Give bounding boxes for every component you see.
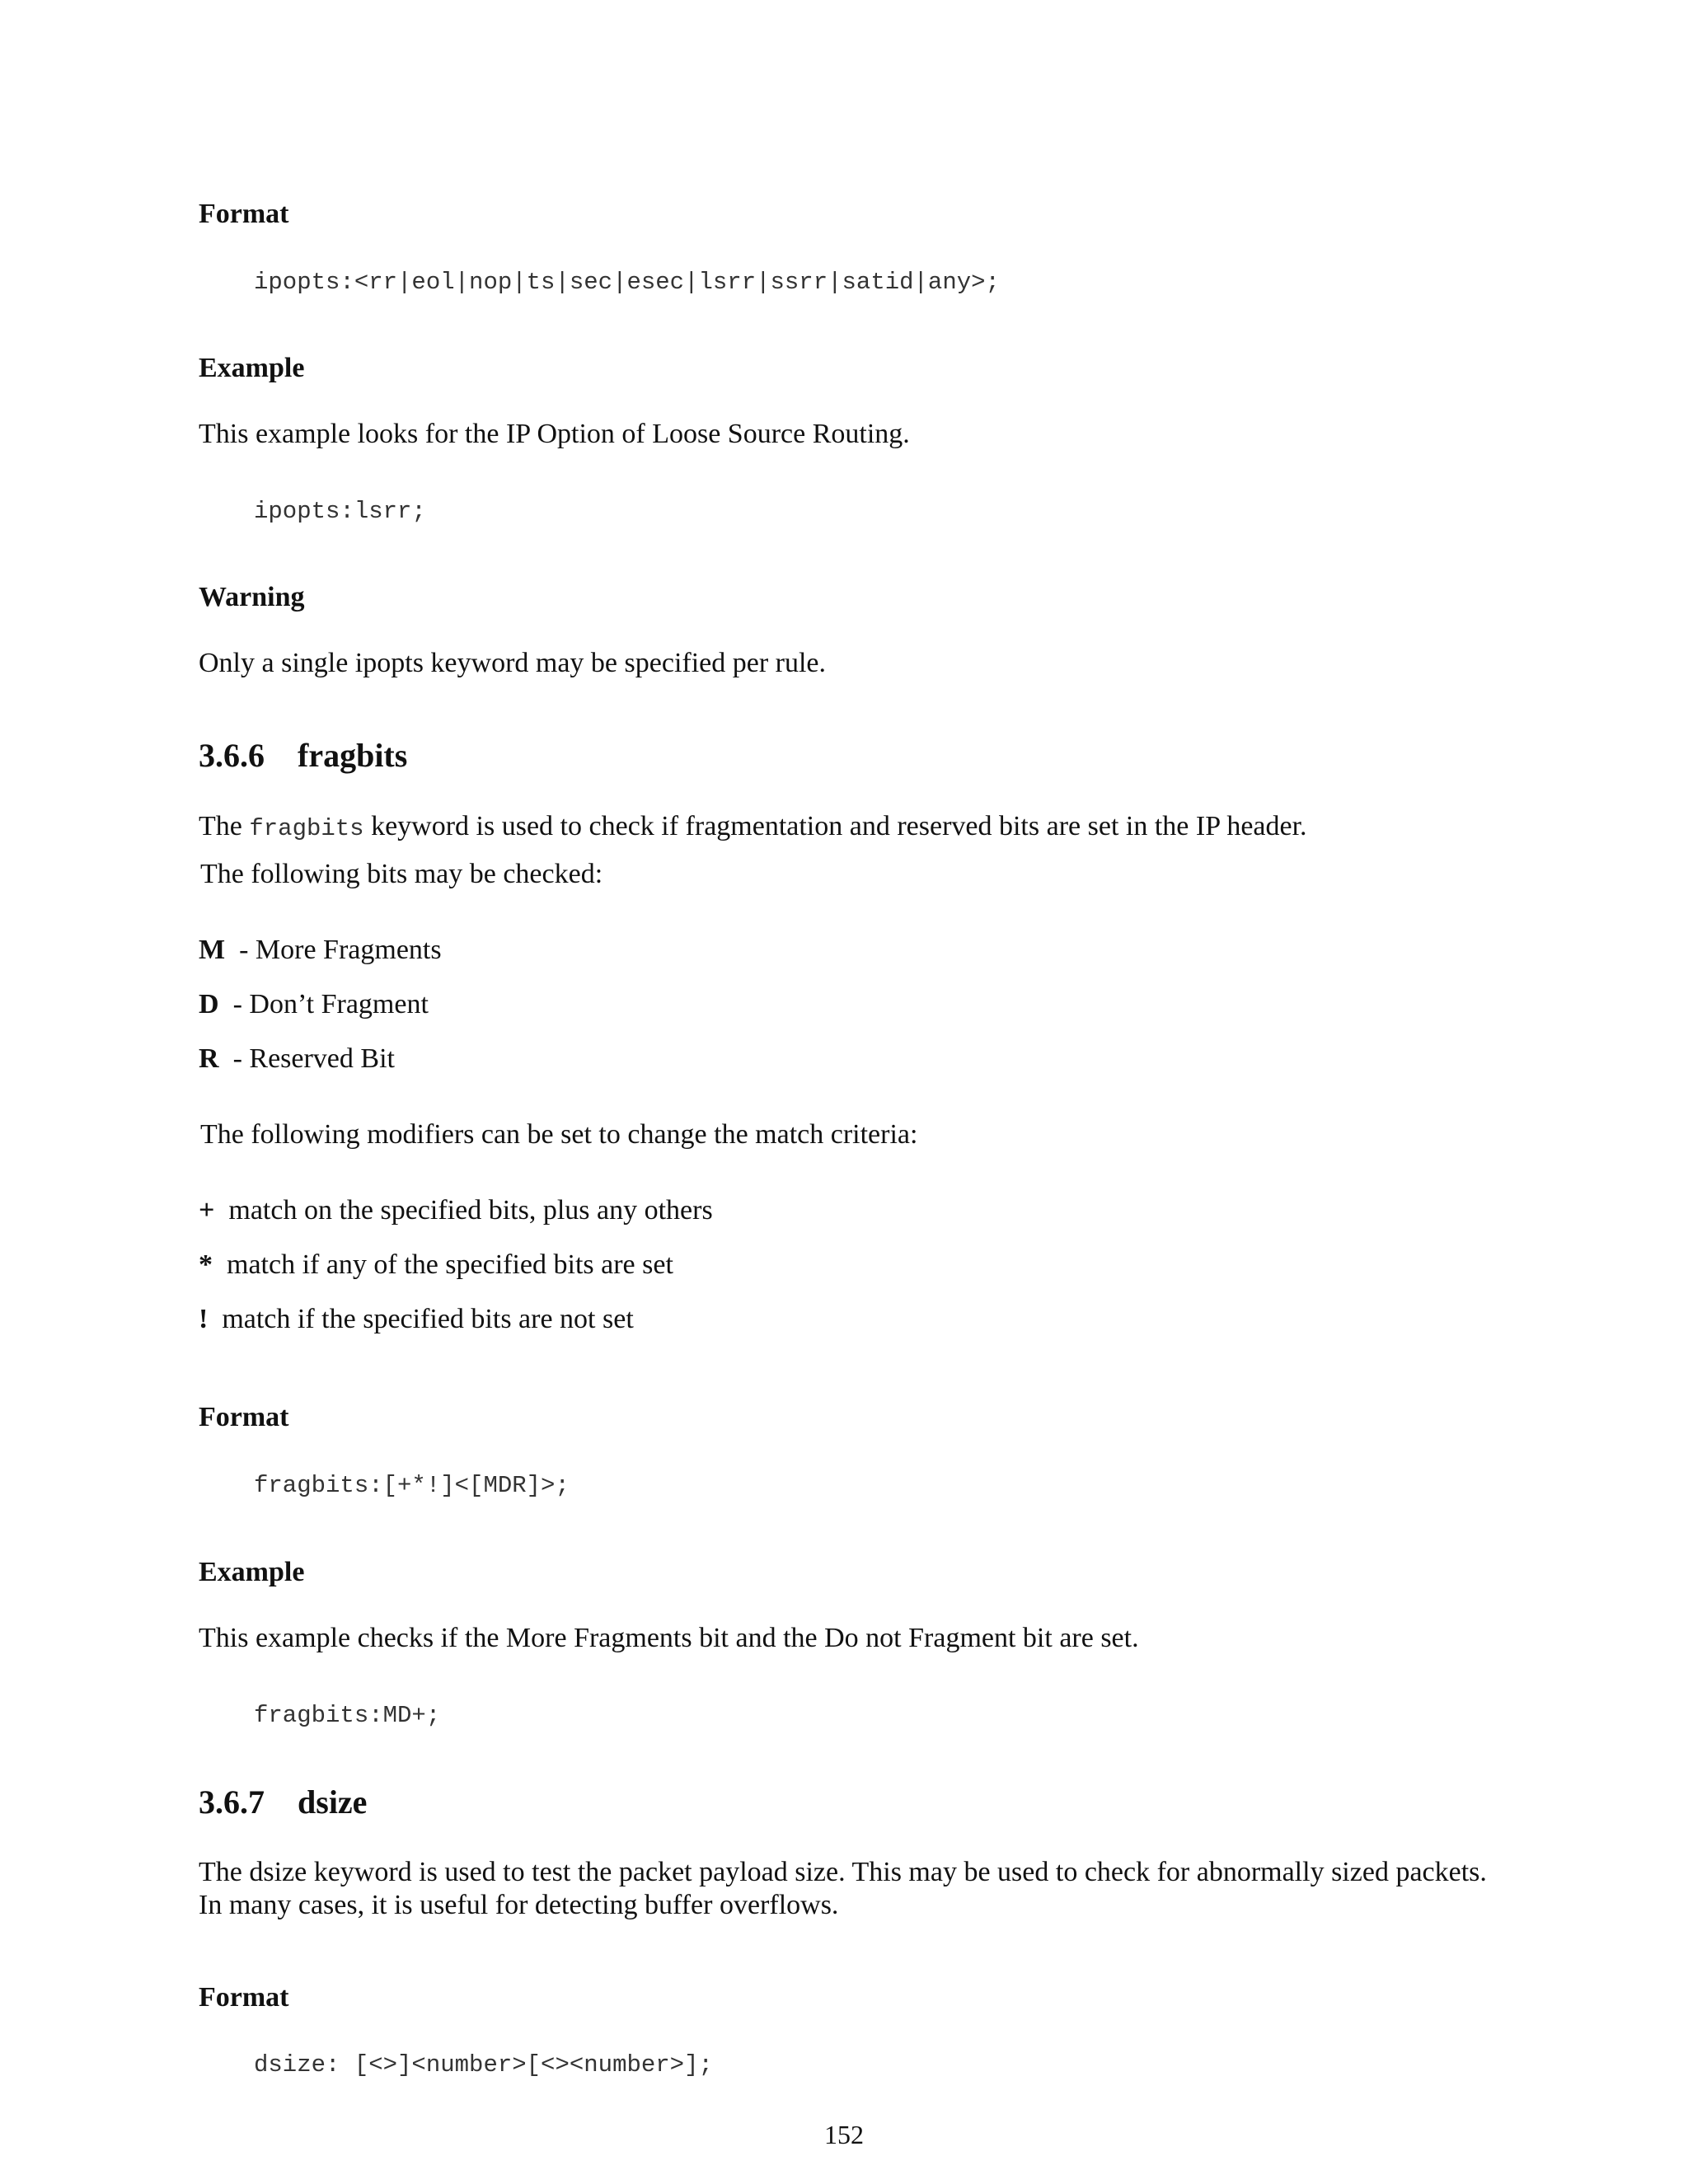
- bit-desc: - Reserved Bit: [218, 1043, 395, 1074]
- fragbits-intro-before: The: [199, 811, 250, 841]
- fragbits-example-label: Example: [199, 1557, 305, 1587]
- modifier-key: +: [199, 1195, 215, 1226]
- fragbits-format-label: Format: [199, 1402, 289, 1432]
- dsize-description: The dsize keyword is used to test the packet payload size. This may be used to check for abnormally sized packets. In many cases, it is useful for detecting buffer overflows.: [199, 1857, 1487, 1920]
- modifier-key: *: [199, 1249, 213, 1280]
- fragbits-bits-intro: The following bits may be checked:: [200, 859, 603, 889]
- ipopts-format-label: Format: [199, 199, 289, 229]
- page-number: 152: [824, 2120, 864, 2149]
- ipopts-warning-label: Warning: [199, 582, 305, 612]
- fragbits-section-heading: [199, 736, 407, 776]
- bit-desc: - Don’t Fragment: [218, 989, 429, 1019]
- fragbits-modifier-item: [199, 1249, 673, 1282]
- dsize-format-label: Format: [199, 1982, 289, 2013]
- bit-key: R: [199, 1043, 219, 1074]
- dsize-section-heading: [199, 1783, 367, 1822]
- fragbits-format-code: fragbits:[+*!]<[MDR]>;: [254, 1472, 570, 1499]
- fragbits-example-text: This example checks if the More Fragments bit and the Do not Fragment bit are set.: [199, 1623, 1139, 1653]
- modifier-desc: match if any of the specified bits are set: [213, 1249, 673, 1280]
- bit-desc: - More Fragments: [225, 935, 442, 965]
- ipopts-example-label: Example: [199, 353, 305, 383]
- fragbits-intro: [199, 810, 1307, 846]
- fragbits-modifier-item: [199, 1303, 634, 1336]
- fragbits-bit-item: [199, 934, 442, 967]
- modifier-desc: match if the specified bits are not set: [208, 1304, 634, 1334]
- dsize-section-number: 3.6.7: [199, 1783, 265, 1821]
- fragbits-section-title: fragbits: [298, 737, 408, 774]
- ipopts-example-text: This example looks for the IP Option of Loose Source Routing.: [199, 419, 910, 449]
- fragbits-modifier-item: [199, 1194, 713, 1227]
- modifier-key: !: [199, 1304, 209, 1334]
- ipopts-format-code: ipopts:<rr|eol|nop|ts|sec|esec|lsrr|ssrr|satid|any>;: [254, 269, 1000, 296]
- bit-key: D: [199, 989, 219, 1019]
- fragbits-bit-item: [199, 1043, 395, 1076]
- ipopts-example-code: ipopts:lsrr;: [254, 498, 426, 525]
- ipopts-warning-text: Only a single ipopts keyword may be specified per rule.: [199, 648, 827, 678]
- fragbits-section-number: 3.6.6: [199, 737, 265, 774]
- fragbits-bit-item: [199, 988, 429, 1021]
- fragbits-example-code: fragbits:MD+;: [254, 1702, 441, 1729]
- bit-key: M: [199, 935, 226, 965]
- fragbits-intro-after: keyword is used to check if fragmentation and reserved bits are set in the IP header.: [363, 811, 1307, 841]
- modifier-desc: match on the specified bits, plus any others: [214, 1195, 713, 1226]
- fragbits-modifiers-intro: The following modifiers can be set to change the match criteria:: [200, 1119, 918, 1150]
- dsize-section-title: dsize: [298, 1783, 368, 1821]
- dsize-format-code: dsize: [<>]<number>[<><number>];: [254, 2051, 713, 2079]
- fragbits-intro-keyword: fragbits: [249, 815, 364, 842]
